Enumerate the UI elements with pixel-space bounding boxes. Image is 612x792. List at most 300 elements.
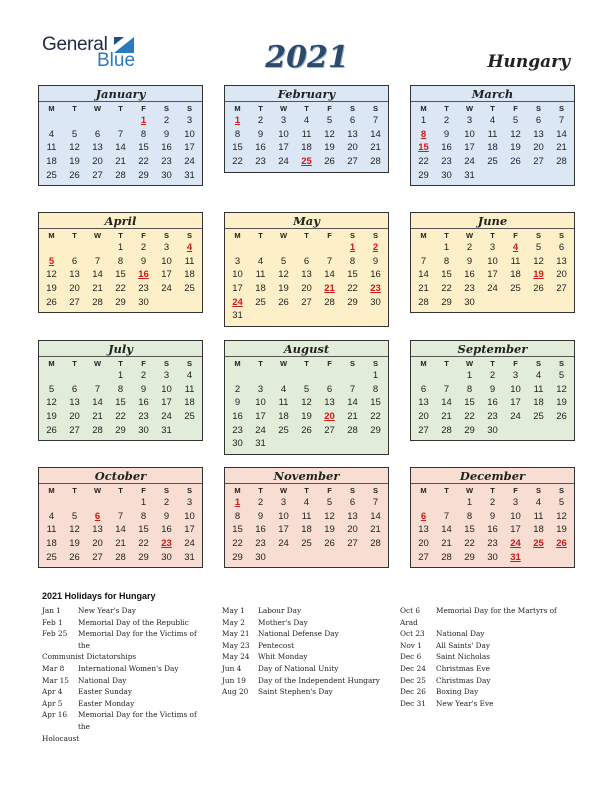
day-cell: 23 (138, 283, 149, 295)
weekday-header: T (118, 486, 123, 495)
day-cell: 4 (303, 497, 310, 508)
day-cell: 17 (184, 142, 195, 154)
month-title: October (39, 468, 202, 484)
day-cell: 22 (232, 156, 243, 168)
day-cell: 27 (347, 538, 358, 550)
day-cell: 22 (138, 538, 149, 550)
day-cell: 26 (556, 411, 567, 423)
day-cell: 4 (489, 115, 496, 126)
day-cell: 22 (464, 411, 475, 423)
day-cell: 17 (487, 269, 498, 281)
day-cell: 13 (69, 269, 80, 281)
day-cell: 22 (370, 411, 381, 423)
holiday-name: Saint Stephen's Day (258, 687, 333, 697)
weekday-header: F (513, 104, 518, 113)
weekday-header: T (258, 231, 263, 240)
day-cell: 5 (558, 497, 565, 508)
day-cell: 11 (487, 128, 498, 140)
day-cell: 30 (161, 169, 172, 181)
day-cell: 18 (278, 411, 289, 423)
day-cell: 28 (115, 551, 126, 563)
day-cell: 11 (46, 142, 57, 154)
day-cell: 5 (326, 115, 333, 126)
day-cell: 15 (138, 142, 149, 154)
weekday-header: W (93, 231, 102, 240)
day-cell: 8 (140, 128, 147, 140)
day-cell: 10 (278, 128, 289, 140)
day-cell: 7 (372, 497, 379, 508)
day-cell: 26 (533, 283, 544, 295)
day-cell: 15 (347, 269, 358, 281)
day-cell: 28 (418, 296, 429, 308)
empty-cell (226, 241, 249, 255)
day-cell: 12 (556, 383, 567, 395)
day-cell: 7 (443, 510, 450, 522)
empty-cell (272, 369, 295, 383)
weekday-header: S (558, 359, 564, 368)
weekday-header: S (535, 486, 541, 495)
day-cell: 1 (117, 242, 124, 253)
holiday-day-cell: 5 (48, 255, 55, 267)
empty-cell (318, 369, 341, 383)
day-cell: 5 (558, 370, 565, 381)
day-cell: 26 (301, 424, 312, 436)
holiday-day-cell: 21 (324, 283, 335, 295)
day-cell: 22 (232, 538, 243, 550)
day-cell: 27 (418, 424, 429, 436)
month-august (224, 340, 389, 455)
day-cell: 19 (278, 283, 289, 295)
logo-flag-icon (114, 37, 124, 45)
day-cell: 7 (372, 115, 379, 126)
day-cell: 25 (46, 169, 57, 181)
day-cell: 26 (324, 156, 335, 168)
weekday-header: W (465, 104, 474, 113)
holiday-name: Boxing Day (436, 687, 479, 697)
day-grid (411, 102, 574, 185)
day-cell: 21 (115, 156, 126, 168)
day-cell: 5 (71, 128, 78, 140)
empty-cell (249, 241, 272, 255)
holiday-entry (222, 651, 392, 663)
weekday-header: F (513, 231, 518, 240)
day-cell: 2 (489, 370, 496, 381)
day-cell: 12 (69, 524, 80, 536)
day-cell: 18 (533, 524, 544, 536)
day-cell: 13 (556, 255, 567, 267)
weekday-header: T (258, 359, 263, 368)
day-cell: 29 (347, 296, 358, 308)
day-cell: 14 (115, 142, 126, 154)
day-cell: 12 (533, 255, 544, 267)
holiday-column (42, 605, 212, 744)
day-cell: 16 (138, 397, 149, 409)
holiday-name: Whit Monday (258, 652, 308, 662)
day-cell: 27 (92, 551, 103, 563)
calendar-year: 2021 (265, 40, 349, 75)
day-cell: 24 (255, 424, 266, 436)
day-cell: 20 (556, 269, 567, 281)
day-cell: 16 (370, 269, 381, 281)
month-title: November (225, 468, 388, 484)
weekday-header: T (72, 359, 77, 368)
day-cell: 9 (163, 510, 170, 522)
day-cell: 12 (510, 128, 521, 140)
day-cell: 13 (69, 397, 80, 409)
empty-cell (86, 241, 109, 255)
day-cell: 28 (370, 538, 381, 550)
weekday-header: W (465, 231, 474, 240)
day-cell: 17 (464, 142, 475, 154)
holiday-name: Day of the Independent Hungary (258, 675, 380, 685)
holiday-date: Feb 25 (42, 629, 68, 639)
day-cell: 3 (186, 497, 193, 508)
day-cell: 26 (69, 169, 80, 181)
empty-cell (63, 114, 86, 128)
day-cell: 28 (370, 156, 381, 168)
weekday-header: T (72, 104, 77, 113)
day-cell: 17 (161, 397, 172, 409)
holiday-date: May 23 (222, 640, 250, 650)
day-cell: 26 (46, 296, 57, 308)
day-cell: 24 (184, 156, 195, 168)
holiday-name: Memorial Day of the Republic (78, 617, 189, 627)
day-cell: 18 (301, 142, 312, 154)
day-cell: 11 (533, 383, 544, 395)
day-cell: 3 (163, 370, 170, 381)
holiday-name: National Day (78, 675, 127, 685)
day-cell: 30 (138, 424, 149, 436)
day-cell: 29 (138, 169, 149, 181)
weekday-header: S (163, 231, 169, 240)
weekday-header: S (186, 359, 192, 368)
day-cell: 24 (161, 411, 172, 423)
day-cell: 22 (418, 156, 429, 168)
day-cell: 27 (69, 424, 80, 436)
holiday-day-cell: 6 (94, 510, 101, 522)
weekday-header: S (535, 231, 541, 240)
empty-cell (412, 369, 435, 383)
month-december (410, 467, 575, 568)
holiday-entry (400, 640, 570, 652)
day-cell: 27 (533, 156, 544, 168)
empty-cell (63, 241, 86, 255)
day-cell: 10 (510, 510, 521, 522)
weekday-header: W (279, 104, 288, 113)
month-title: January (39, 86, 202, 102)
weekday-header: S (558, 104, 564, 113)
day-cell: 26 (510, 156, 521, 168)
day-cell: 8 (466, 510, 473, 522)
day-cell: 25 (184, 283, 195, 295)
day-cell: 1 (420, 115, 427, 126)
day-cell: 2 (163, 497, 170, 508)
day-cell: 4 (535, 497, 542, 508)
day-cell: 27 (301, 296, 312, 308)
day-cell: 20 (92, 156, 103, 168)
weekday-header: S (349, 486, 355, 495)
day-cell: 25 (301, 538, 312, 550)
holiday-entry (42, 663, 212, 675)
day-cell: 22 (138, 156, 149, 168)
day-cell: 16 (255, 142, 266, 154)
holiday-entry (42, 617, 212, 629)
holiday-entry (222, 617, 392, 629)
weekday-header: S (558, 486, 564, 495)
holiday-entry (42, 605, 212, 617)
day-cell: 4 (186, 370, 193, 381)
weekday-header: S (349, 104, 355, 113)
day-cell: 3 (512, 497, 519, 508)
holiday-name: Labour Day (258, 606, 302, 615)
day-cell: 10 (278, 510, 289, 522)
day-cell: 3 (466, 115, 473, 126)
day-grid (411, 229, 574, 312)
weekday-header: F (141, 486, 146, 495)
day-grid (225, 229, 388, 326)
day-cell: 7 (349, 383, 356, 395)
holiday-date: Aug 20 (222, 687, 249, 697)
holiday-entry (42, 686, 212, 698)
weekday-header: T (490, 486, 495, 495)
day-cell: 3 (163, 242, 170, 253)
logo-text-blue: Blue (97, 50, 136, 71)
day-cell: 20 (418, 411, 429, 423)
holiday-day-cell: 26 (556, 538, 567, 550)
holiday-day-cell: 25 (533, 538, 544, 550)
day-cell: 17 (278, 524, 289, 536)
day-cell: 20 (301, 283, 312, 295)
day-cell: 26 (278, 296, 289, 308)
empty-cell (341, 369, 364, 383)
day-grid (39, 229, 202, 312)
day-cell: 15 (138, 524, 149, 536)
holiday-day-cell: 6 (420, 510, 427, 522)
day-cell: 6 (420, 383, 427, 395)
day-cell: 17 (510, 397, 521, 409)
day-cell: 11 (510, 255, 521, 267)
month-november (224, 467, 389, 568)
day-cell: 19 (69, 538, 80, 550)
holiday-day-cell: 20 (324, 411, 335, 423)
holiday-day-cell: 1 (234, 115, 241, 126)
day-cell: 25 (487, 156, 498, 168)
day-cell: 25 (510, 283, 521, 295)
day-cell: 16 (487, 397, 498, 409)
day-cell: 9 (163, 128, 170, 140)
day-cell: 9 (489, 510, 496, 522)
day-cell: 15 (464, 397, 475, 409)
day-cell: 13 (324, 397, 335, 409)
day-cell: 3 (257, 383, 264, 395)
holiday-date: Jun 4 (222, 663, 242, 673)
day-cell: 20 (347, 524, 358, 536)
holiday-entry (400, 663, 570, 675)
weekday-header: S (186, 231, 192, 240)
empty-cell (40, 114, 63, 128)
holiday-date: Nov 1 (400, 640, 422, 650)
weekday-header: M (234, 359, 241, 368)
month-february (224, 85, 389, 173)
day-cell: 18 (301, 524, 312, 536)
holiday-name-continued: Holocaust (42, 733, 80, 743)
day-cell: 31 (184, 169, 195, 181)
weekday-header: T (490, 104, 495, 113)
holiday-date: Mar 15 (42, 675, 69, 685)
day-cell: 11 (533, 510, 544, 522)
holiday-date: May 2 (222, 617, 245, 627)
day-cell: 19 (69, 156, 80, 168)
weekday-header: T (490, 231, 495, 240)
day-cell: 23 (487, 538, 498, 550)
day-cell: 23 (464, 283, 475, 295)
holiday-day-cell: 1 (234, 497, 241, 508)
weekday-header: T (118, 231, 123, 240)
empty-cell (295, 369, 318, 383)
holiday-day-cell: 16 (138, 269, 149, 281)
day-cell: 24 (464, 156, 475, 168)
day-cell: 3 (489, 242, 496, 253)
day-cell: 29 (115, 296, 126, 308)
day-cell: 1 (372, 370, 379, 381)
day-cell: 16 (161, 524, 172, 536)
day-cell: 11 (278, 397, 289, 409)
day-cell: 21 (370, 524, 381, 536)
day-cell: 16 (441, 142, 452, 154)
day-cell: 29 (232, 551, 243, 563)
month-title: September (411, 341, 574, 357)
empty-cell (109, 496, 132, 510)
weekday-header: T (444, 231, 449, 240)
holiday-entry (400, 605, 570, 628)
weekday-header: W (279, 486, 288, 495)
day-cell: 24 (184, 538, 195, 550)
day-cell: 12 (278, 269, 289, 281)
day-cell: 8 (234, 510, 241, 522)
day-cell: 14 (92, 397, 103, 409)
weekday-header: T (444, 486, 449, 495)
day-cell: 7 (117, 128, 124, 140)
day-cell: 10 (232, 269, 243, 281)
day-cell: 14 (418, 269, 429, 281)
day-cell: 11 (255, 269, 266, 281)
day-cell: 6 (349, 497, 356, 508)
holiday-name: National Day (436, 629, 485, 639)
day-cell: 12 (301, 397, 312, 409)
day-cell: 2 (257, 115, 264, 126)
day-cell: 5 (535, 242, 542, 253)
day-cell: 1 (443, 242, 450, 253)
day-cell: 29 (464, 424, 475, 436)
day-grid (225, 357, 388, 454)
day-cell: 10 (184, 128, 195, 140)
day-grid (225, 102, 388, 172)
day-cell: 30 (487, 424, 498, 436)
day-cell: 3 (512, 370, 519, 381)
weekday-header: T (258, 104, 263, 113)
calendar-country: Hungary (487, 52, 570, 72)
holiday-name: Memorial Day for the Victims of the (78, 710, 197, 731)
day-cell: 7 (443, 383, 450, 395)
holiday-entry (400, 698, 570, 710)
month-april (38, 212, 203, 313)
month-january (38, 85, 203, 186)
day-cell: 15 (370, 397, 381, 409)
day-cell: 21 (115, 538, 126, 550)
holiday-entry (400, 686, 570, 698)
day-cell: 14 (556, 128, 567, 140)
day-cell: 6 (94, 128, 101, 140)
holiday-day-cell: 23 (161, 538, 172, 550)
day-cell: 7 (420, 255, 427, 267)
holiday-entry (222, 640, 392, 652)
weekday-header: F (327, 231, 332, 240)
day-cell: 27 (324, 424, 335, 436)
day-cell: 14 (347, 397, 358, 409)
empty-cell (63, 369, 86, 383)
day-cell: 6 (71, 383, 78, 395)
month-september (410, 340, 575, 441)
holiday-day-cell: 4 (186, 242, 193, 253)
weekday-header: W (465, 486, 474, 495)
day-cell: 11 (184, 383, 195, 395)
day-cell: 31 (232, 310, 243, 322)
holiday-name-continued: Communist Dictatorships (42, 652, 137, 662)
day-cell: 17 (184, 524, 195, 536)
day-cell: 3 (186, 115, 193, 126)
weekday-header: F (513, 486, 518, 495)
empty-cell (249, 369, 272, 383)
weekday-header: S (372, 231, 378, 240)
day-cell: 15 (464, 524, 475, 536)
day-cell: 8 (117, 255, 124, 267)
day-cell: 18 (510, 269, 521, 281)
day-cell: 9 (234, 397, 241, 409)
day-cell: 2 (234, 383, 241, 395)
day-cell: 31 (464, 169, 475, 181)
day-cell: 10 (464, 128, 475, 140)
day-cell: 13 (533, 128, 544, 140)
day-cell: 28 (441, 424, 452, 436)
day-cell: 3 (280, 497, 287, 508)
day-cell: 27 (418, 551, 429, 563)
day-cell: 27 (92, 169, 103, 181)
weekday-header: S (186, 486, 192, 495)
day-cell: 2 (163, 115, 170, 126)
day-cell: 11 (184, 255, 195, 267)
day-cell: 22 (464, 538, 475, 550)
day-cell: 17 (510, 524, 521, 536)
day-cell: 5 (71, 510, 78, 522)
day-cell: 8 (443, 255, 450, 267)
day-cell: 13 (347, 128, 358, 140)
day-cell: 19 (556, 524, 567, 536)
day-cell: 24 (161, 283, 172, 295)
holiday-name: Memorial Day for the Victims of the (78, 629, 197, 650)
day-cell: 28 (556, 156, 567, 168)
day-cell: 31 (255, 438, 266, 450)
day-cell: 14 (441, 397, 452, 409)
day-cell: 18 (46, 538, 57, 550)
day-cell: 21 (92, 283, 103, 295)
day-cell: 28 (347, 424, 358, 436)
holiday-name: Easter Sunday (78, 687, 133, 697)
weekday-header: M (48, 104, 55, 113)
empty-cell (86, 496, 109, 510)
weekday-header: M (420, 486, 427, 495)
weekday-header: F (141, 104, 146, 113)
day-cell: 26 (324, 538, 335, 550)
